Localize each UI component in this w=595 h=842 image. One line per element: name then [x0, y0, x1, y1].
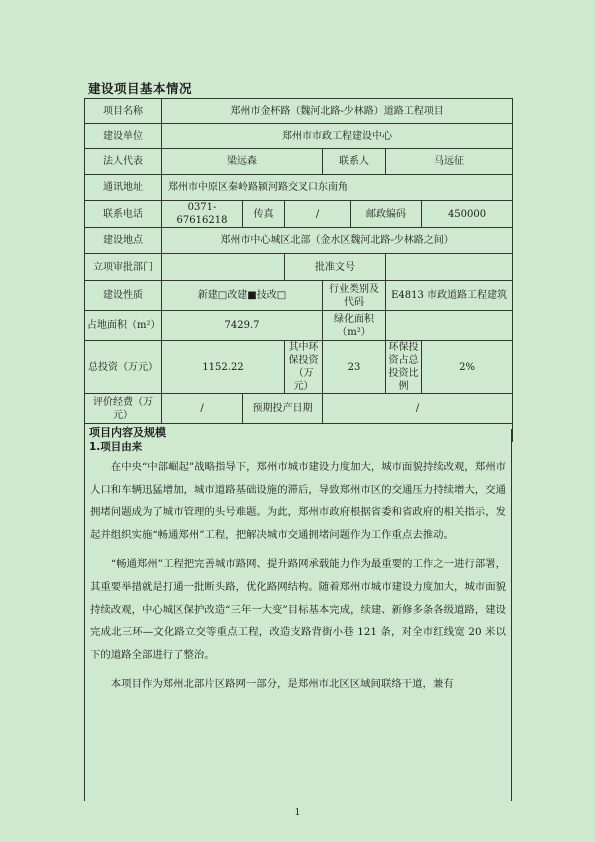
- approval-dept-label: 立项审批部门: [85, 254, 162, 281]
- approval-no-value: [386, 254, 513, 281]
- page-title: 建设项目基本情况: [88, 81, 193, 96]
- contact-label: 联系人: [323, 149, 386, 175]
- env-ratio-value: 2%: [422, 341, 513, 394]
- project-name-value: 郑州市金杯路（魏河北路-少林路）道路工程项目: [162, 99, 513, 124]
- expected-date-label: 预期投产日期: [243, 394, 323, 424]
- eval-fee-label: 评价经费（万元）: [85, 394, 162, 424]
- row-approval: [85, 254, 513, 281]
- subsection-title: 1.项目由来: [89, 441, 143, 453]
- phone-label: 联系电话: [85, 201, 162, 228]
- row-project-name: [85, 99, 513, 124]
- env-invest-value: 23: [323, 341, 386, 394]
- paragraph-3: 本项目作为郑州北部片区路网一部分，是郑州市北区区域间联络干道，兼有: [110, 678, 454, 691]
- project-info-table: [84, 98, 513, 442]
- project-name-label: 项目名称: [85, 99, 162, 124]
- paragraph-2: “畅通郑州”工程把完善城市路网、提升路网承载能力作为最重要的工作之一进行部署，其重要举措就是打通一批断头路，优化路网结构。随着郑州市城市建设力度加大，城市面貌持续改观，中心城区保护改造“三年一大变”目标基本完成，续建、新修多条各级道路，建设完成北三环—文化路立交等重点工程，改造支路背街小巷 121 条，对全市红线宽 20 米以下的道路全部进行了整治。: [90, 558, 506, 661]
- fax-value: /: [285, 201, 351, 228]
- address-value: 郑州市中原区秦岭路颍河路交叉口东南角: [162, 175, 513, 201]
- phone-value: 0371-67616218: [162, 201, 243, 228]
- industry-label: 行业类别及代码: [323, 281, 386, 311]
- row-area: [85, 311, 513, 341]
- address-label: 通讯地址: [85, 175, 162, 201]
- row-nature: [85, 281, 513, 311]
- env-invest-label: 其中环保投资（万元）: [285, 341, 323, 394]
- legal-rep-label: 法人代表: [85, 149, 162, 175]
- row-builder: [85, 124, 513, 149]
- area-label: 占地面积（m²）: [85, 311, 162, 341]
- fax-label: 传真: [243, 201, 285, 228]
- invest-label: 总投资（万元）: [85, 341, 162, 394]
- legal-rep-value: 梁远森: [162, 149, 323, 175]
- nature-value: 新建□改建■技改□: [162, 281, 323, 311]
- postcode-label: 邮政编码: [351, 201, 422, 228]
- row-location: [85, 228, 513, 254]
- industry-value: E4813 市政道路工程建筑: [386, 281, 513, 311]
- row-phone: [85, 201, 513, 228]
- eval-fee-value: /: [162, 394, 243, 424]
- nature-label: 建设性质: [85, 281, 162, 311]
- invest-value: 1152.22: [162, 341, 285, 394]
- green-value: [386, 311, 513, 341]
- row-legal-rep: [85, 149, 513, 175]
- green-label: 绿化面积（m²）: [323, 311, 386, 341]
- row-address: [85, 175, 513, 201]
- contact-value: 马远征: [386, 149, 513, 175]
- project-content: [84, 429, 512, 801]
- builder-label: 建设单位: [85, 124, 162, 149]
- area-value: 7429.7: [162, 311, 323, 341]
- approval-no-label: 批准文号: [285, 254, 386, 281]
- page-number: 1: [294, 808, 301, 818]
- location-label: 建设地点: [85, 228, 162, 254]
- location-value: 郑州市中心城区北部（金水区魏河北路-少林路之间）: [162, 228, 513, 254]
- expected-date-value: /: [323, 394, 513, 424]
- paragraph-1: 在中央“中部崛起”战略指导下，郑州市城市建设力度加大，城市面貌持续改观，郑州市人口和车辆迅猛增加，城市道路基础设施的滞后，导致郑州市区的交通压力持续增大，交通拥堵问题成为了城市管理的头号难题。为此，郑州市政府根据省委和省政府的相关指示，发起并组织实施“畅通郑州”工程，把解决城市交通拥堵问题作为工作重点去推动。: [90, 461, 506, 541]
- section-title: 项目内容及规模: [85, 424, 513, 442]
- builder-value: 郑州市市政工程建设中心: [162, 124, 513, 149]
- row-invest: [85, 341, 513, 394]
- env-ratio-label: 环保投资占总投资比例: [386, 341, 422, 394]
- postcode-value: 450000: [422, 201, 513, 228]
- row-eval-fee: [85, 394, 513, 424]
- approval-dept-value: [162, 254, 285, 281]
